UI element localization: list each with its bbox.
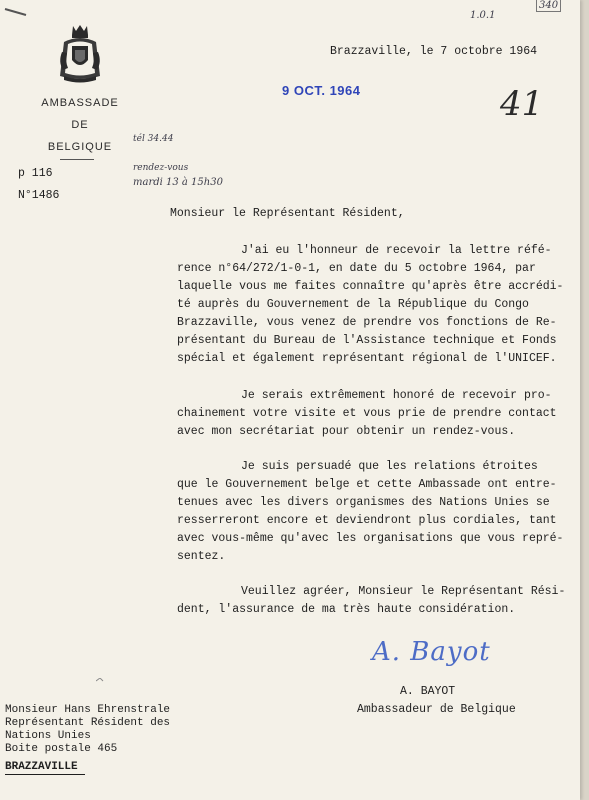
recipient-city: BRAZZAVILLE (5, 761, 78, 773)
belgian-coat-of-arms-icon (54, 22, 106, 84)
paragraph-3-line: tenues avec les divers organismes des Nations Unies se (177, 496, 550, 509)
recipient-city-underline (5, 774, 85, 775)
paragraph-1-line: spécial et également représentant régional de l'UNICEF. (177, 352, 557, 365)
paragraph-3-line: avec vous-même qu'avec les organisations que vous repré- (177, 532, 564, 545)
paragraph-1-line: J'ai eu l'honneur de recevoir la lettre réfé- (241, 244, 552, 257)
salutation: Monsieur le Représentant Résident, (170, 207, 405, 220)
closing-paragraph (177, 583, 565, 619)
handwritten-phone-note: tél 34.44 (133, 134, 174, 144)
handwritten-signature: A. Bayot (372, 637, 491, 667)
top-right-reference: 1.0.1 (470, 10, 496, 21)
paragraph-2-line: Je serais extrêmement honoré de recevoir pro- (241, 389, 552, 402)
handwritten-meeting-note-1: rendez-vous (133, 163, 189, 173)
reference-p: p 116 (18, 167, 53, 180)
recipient-line: Nations Unies (5, 730, 91, 742)
paragraph-1-line: té auprès du Gouvernement de la République du Congo (177, 298, 529, 311)
paragraph-2-line: avec mon secrétariat pour obtenir un rendez-vous. (177, 425, 516, 438)
sender-divider (60, 159, 94, 160)
paragraph-1-line: Brazzaville, vous venez de prendre vos fonctions de Re- (177, 316, 557, 329)
corner-mark: 340 (536, 0, 561, 12)
paragraph-1-line: présentant du Bureau de l'Assistance technique et Fonds (177, 334, 557, 347)
paragraph-3-line: que le Gouvernement belge et cette Ambassade ont entre- (177, 478, 557, 491)
paragraph-1-line: rence n°64/272/1-0-1, en date du 5 octobre 1964, par (177, 262, 536, 275)
recipient-line: Représentant Résident des (5, 717, 171, 729)
paragraph-2-line: chainement votre visite et vous prie de prendre contact (177, 407, 557, 420)
sender-line-3: BELGIQUE (47, 141, 113, 153)
signatory-title: Ambassadeur de Belgique (357, 703, 516, 716)
handwritten-file-number: 41 (500, 84, 544, 124)
paragraph-3-line: sentez. (177, 550, 226, 563)
reference-number: N°1486 (18, 189, 60, 202)
paragraph-1-line: laquelle vous me faites connaître qu'après être accrédi- (177, 280, 564, 293)
sender-line-2: DE (71, 119, 89, 131)
recipient-line: Monsieur Hans Ehrenstrale (5, 704, 171, 716)
handwritten-meeting-note-2: mardi 13 à 15h30 (133, 177, 223, 188)
sender-block (30, 92, 130, 158)
paragraph-2 (177, 387, 557, 441)
paragraph-3-line: Je suis persuadé que les relations étroites (241, 460, 538, 473)
received-date-stamp: 9 OCT. 1964 (282, 83, 361, 98)
closing-line: dent, l'assurance de ma très haute considération. (177, 603, 516, 616)
place-and-date: Brazzaville, le 7 octobre 1964 (330, 45, 538, 58)
paragraph-3-line: resserreront encore et deviendront plus cordiales, tant (177, 514, 557, 527)
paper-speck-mark (96, 667, 104, 671)
sender-line-1: AMBASSADE (41, 97, 119, 109)
closing-line: Veuillez agréer, Monsieur le Représentant Rési- (241, 585, 566, 598)
recipient-address (5, 704, 170, 778)
signatory-name: A. BAYOT (400, 685, 456, 698)
recipient-line: Boite postale 465 (5, 743, 118, 755)
paragraph-3 (177, 458, 563, 566)
paragraph-1 (177, 242, 563, 368)
corner-fold-mark (4, 2, 30, 12)
